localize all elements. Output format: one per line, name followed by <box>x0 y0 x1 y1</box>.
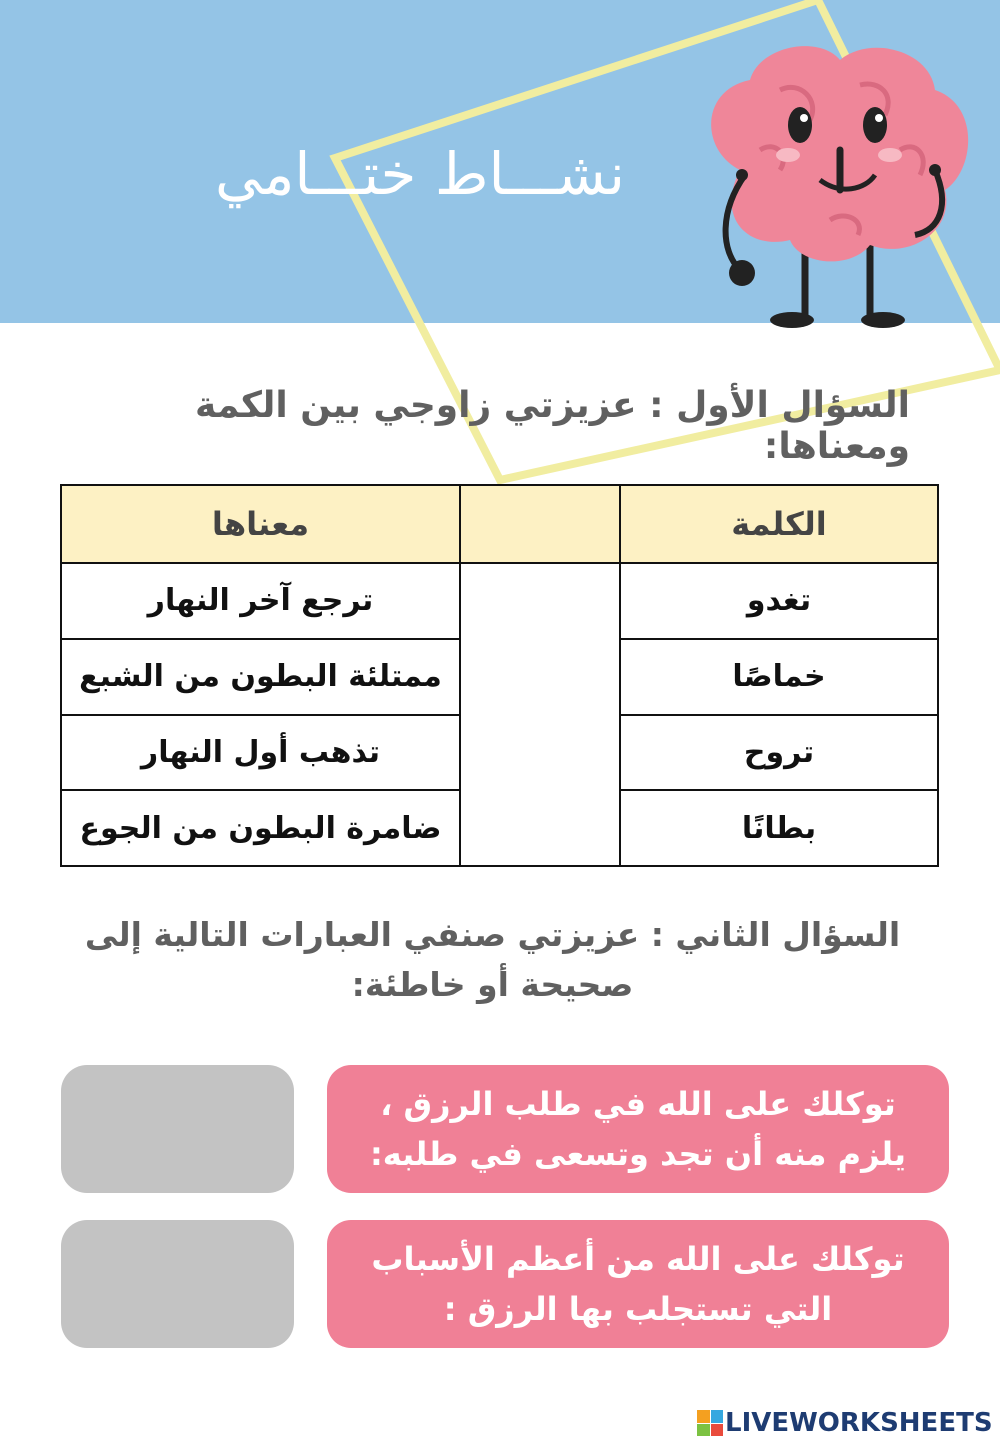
table-row <box>61 563 938 639</box>
word-cell[interactable]: خماصًا <box>620 639 938 715</box>
liveworksheets-logo-icon <box>697 1410 723 1436</box>
answer-box-1[interactable] <box>61 1065 294 1193</box>
matching-area[interactable] <box>460 563 620 866</box>
statement-2: توكلك على الله من أعظم الأسباب التي تستجلب بها الرزق : <box>327 1220 949 1348</box>
page-title: نشـــاط ختـــامي <box>214 140 626 208</box>
word-cell[interactable]: بطانًا <box>620 790 938 866</box>
table-header-row <box>61 485 938 563</box>
statement-1: توكلك على الله في طلب الرزق ، يلزم منه أن تجد وتسعى في طلبه: <box>327 1065 949 1193</box>
question1-title: السؤال الأول : عزيزتي زاوجي بين الكمة ومعناها: <box>194 385 910 467</box>
brand-name: LIVEWORKSHEETS <box>725 1408 993 1438</box>
word-cell[interactable]: تروح <box>620 715 938 791</box>
matching-table <box>60 484 939 867</box>
meaning-cell[interactable]: ممتلئة البطون من الشبع <box>61 639 460 715</box>
question2-title: السؤال الثاني : عزيزتي صنفي العبارات التالية إلى صحيحة أو خاطئة: <box>84 915 901 1004</box>
header-word: الكلمة <box>620 485 938 563</box>
header-meaning: معناها <box>61 485 460 563</box>
word-cell[interactable]: تغدو <box>620 563 938 639</box>
brand-logo <box>697 1408 993 1438</box>
meaning-cell[interactable]: تذهب أول النهار <box>61 715 460 791</box>
answer-box-2[interactable] <box>61 1220 294 1348</box>
meaning-cell[interactable]: ترجع آخر النهار <box>61 563 460 639</box>
brain-mascot-icon <box>680 30 980 330</box>
header-matching <box>460 485 620 563</box>
meaning-cell[interactable]: ضامرة البطون من الجوع <box>61 790 460 866</box>
